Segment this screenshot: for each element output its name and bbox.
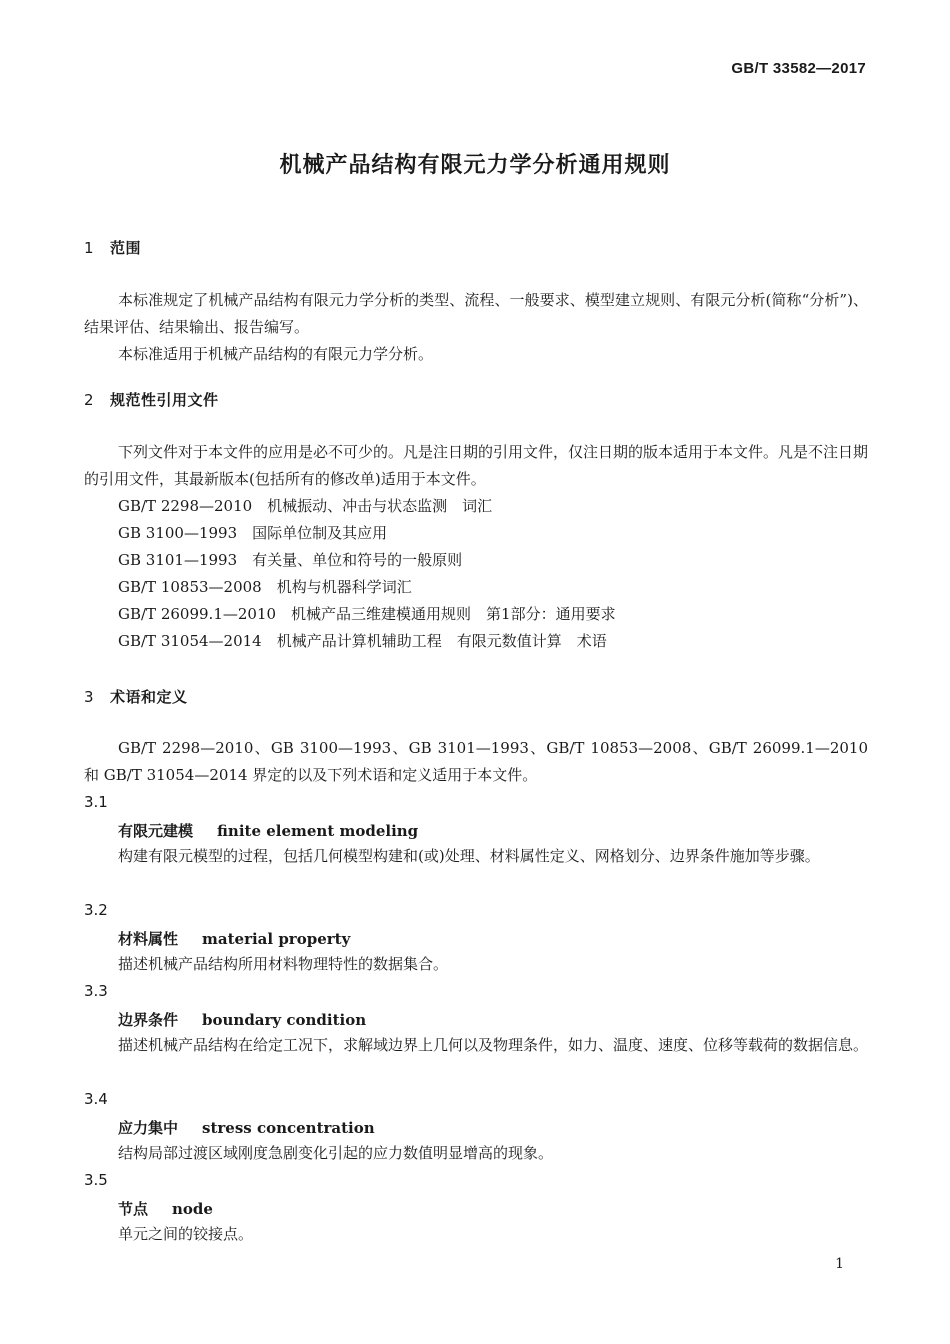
section-3-heading: [84, 686, 188, 707]
term-heading: [118, 1198, 213, 1219]
section-3-intro: GB/T 2298—2010、GB 3100—1993、GB 3101—1993、GB/T 10853—2008、GB/T 26099.1—2010 和 GB/T 31054—2014 界定的以及下列术语和定义适用于本文件。: [84, 739, 868, 784]
term-number: 3.1: [84, 793, 108, 811]
section-title: 术语和定义: [110, 688, 188, 706]
section-title: 范围: [110, 239, 142, 257]
term-heading: [118, 820, 418, 841]
term-zh: 应力集中: [118, 1119, 179, 1137]
page-number: 1: [835, 1256, 844, 1272]
reference-item: GB 3100—1993 国际单位制及其应用: [118, 524, 388, 542]
term-number: 3.2: [84, 901, 108, 919]
section-1-paragraph: 本标准规定了机械产品结构有限元力学分析的类型、流程、一般要求、模型建立规则、有限元分析(简称“分析”)、结果评估、结果输出、报告编写。: [84, 291, 868, 336]
term-number: 3.3: [84, 982, 108, 1000]
term-heading: [118, 928, 350, 949]
term-en: node: [172, 1200, 213, 1218]
section-1-paragraph: 本标准适用于机械产品结构的有限元力学分析。: [118, 345, 434, 363]
term-zh: 材料属性: [118, 930, 179, 948]
section-1-heading: [84, 237, 141, 258]
term-number: 3.5: [84, 1171, 108, 1189]
section-number: 3: [84, 688, 95, 706]
standard-code: GB/T 33582—2017: [731, 60, 866, 77]
term-en: boundary condition: [202, 1011, 367, 1029]
section-title: 规范性引用文件: [110, 391, 219, 409]
section-number: 1: [84, 239, 95, 257]
term-definition: 描述机械产品结构所用材料物理特性的数据集合。: [118, 955, 449, 973]
term-definition: 结构局部过渡区域刚度急剧变化引起的应力数值明显增高的现象。: [118, 1144, 554, 1162]
term-zh: 节点: [118, 1200, 149, 1218]
term-en: material property: [202, 930, 351, 948]
term-zh: 有限元建模: [118, 822, 194, 840]
term-definition: 描述机械产品结构在给定工况下，求解域边界上几何以及物理条件，如力、温度、速度、位移等载荷的数据信息。: [118, 1036, 869, 1054]
section-2-intro: 下列文件对于本文件的应用是必不可少的。凡是注日期的引用文件，仅注日期的版本适用于本文件。凡是不注日期的引用文件，其最新版本(包括所有的修改单)适用于本文件。: [84, 443, 869, 488]
term-en: stress concentration: [202, 1119, 375, 1137]
reference-item: GB/T 26099.1—2010 机械产品三维建模通用规则 第1部分：通用要求: [118, 605, 616, 623]
reference-item: GB/T 2298—2010 机械振动、冲击与状态监测 词汇: [118, 497, 493, 515]
term-heading: [118, 1117, 375, 1138]
term-zh: 边界条件: [118, 1011, 179, 1029]
term-definition: 单元之间的铰接点。: [118, 1225, 254, 1243]
document-title: 机械产品结构有限元力学分析通用规则: [279, 153, 671, 178]
term-heading: [118, 1009, 366, 1030]
section-number: 2: [84, 391, 95, 409]
reference-item: GB/T 10853—2008 机构与机器科学词汇: [118, 578, 412, 596]
reference-item: GB 3101—1993 有关量、单位和符号的一般原则: [118, 551, 463, 569]
section-2-heading: [84, 389, 219, 410]
term-number: 3.4: [84, 1090, 108, 1108]
term-definition: 构建有限元模型的过程，包括几何模型构建和(或)处理、材料属性定义、网格划分、边界条件施加等步骤。: [118, 847, 820, 865]
reference-item: GB/T 31054—2014 机械产品计算机辅助工程 有限元数值计算 术语: [118, 632, 607, 650]
term-en: finite element modeling: [217, 822, 419, 840]
